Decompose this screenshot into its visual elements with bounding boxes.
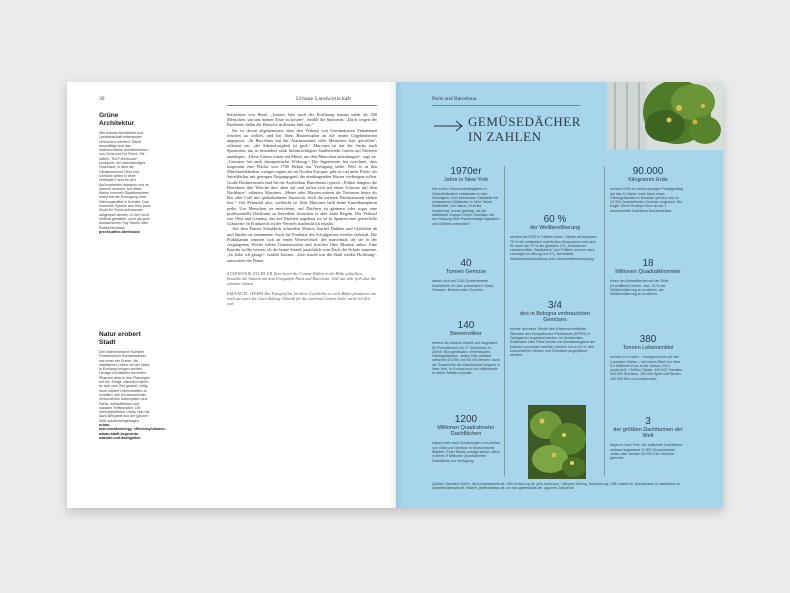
left-page — [67, 82, 396, 508]
rooftop-garden-photo — [607, 82, 723, 150]
stat-text: eines der Anbauflächen auf der Erde (Hochfläche) fehlen, oder 15 % der Weltbevölkerung zu ernähren, die Weltbevölkerung zu ernähren. — [610, 279, 669, 297]
author-note — [227, 271, 377, 286]
article-body — [227, 112, 377, 263]
title-line: GEMÜSEDÄCHER — [468, 114, 581, 129]
stat-140-bienenvoelker — [432, 320, 500, 376]
stat-text: könnte laut einer Studie des Wissenschaftlichen Dienstes des Europäischen Parlaments (EPRS) in Dachgärten angebaut werden. Im Amsterdam, Rotterdam oder Paris könnte ein Gemüseangebot auf Dächern produziert werden, können bis zu 90 % des konsumierten Obstes und Gemüses angepflanzt werden. — [510, 327, 596, 358]
stat-text: eignen sich nach Schätzungen zum Anbau von Obst und Gemüse in Deutschlands Städten. Einer Studie zufolge stehen allein in Berlin 9 Millionen Quadratmeter Dachfläche zur Verfügung. — [432, 441, 500, 463]
stat-number: 1200 — [454, 414, 478, 425]
paragraph: Sie ist davon abgekommen, über den Verkauf von Gemüsekisten Einnahmen erzielen zu wollen, und hat ihren Businessplan an die neuen Gegebenheiten angepasst: „In Barcelona hat der Alarmzustand viele Menschen hart getroffen“, erläutert sie, „die Arbeitslosigkeit ist groß.“ Marcines ist auf der Suche nach Sponsoren, um in besonders stark beeinträchtigten Stadtvierteln Gärten auf Dächern anzulegen. „Diese Gärten wären ein Mittel, um den Menschen aufzufangen“, sagt sie. „Gärtnern hat auch therapeutische Wirkung.“ Die Ingenieurin hat errechnet, dass insgesamt eine Fläche von 1700 Hektar zur Verfügung stehe. Weil es in den Mittelmeerländern weniger regnet als im Norden Europas, gibt es viel mehr Flach- als Satteldächer mit geringen Neigungsgrad, die eindringenden Wasser vorbeugen sollen. Große Dachterrassen sind für die Architektur Barcelonas typisch. „Früher hängten die Bewohner ihre Wäsche dort oben auf und trafen sich auf einen Schwatz mit dem Nachbarn“, erläutert Marcines. „Heute oder Massen nutzen die Terrassen heute als Bar oder Café mit spektakulärem Ausssicht, doch die meisten Dachterrassen ziehen leer.“ Viel Potenzial also, vielleicht ist Alda Marcines bald keine Einzelkämpferin mehr. Um Menschen zu motivieren, auf Dächern zu gärtnern oder sogar eine professionelle Dachfarm zu betreiben, brauchen es aber klare Regeln. Der Verkauf von Obst und Gemüse, das auf Dächern angebaut ist, ist in Spanien eine gesetzliche Grauzone: In Frankreich ist der Vertrieb ausdrücklich erlaubt. — [227, 127, 377, 227]
stat-label: Bienenvölker — [450, 331, 482, 337]
stat-3-dachfarmen — [610, 416, 686, 461]
stat-number: 3 — [645, 416, 651, 427]
sidebar-link[interactable]: urban-hub.com/de/energy_efficiency/urbaner-anbau-stadt-begruente-waende-und-dachgarten — [99, 423, 167, 440]
paragraph: befruchten von Hand. „Letztes Jahr nach der Eröffnung kamen mehr als 200 Menschen, um uns meiner Erste zu kosten“, erzählt die Spanierin. „Doch wegen der Pandemie fielen der Besuche in diesem Jahr aus.“ — [227, 112, 377, 128]
stat-label: der Weltbevölkerung — [529, 225, 581, 231]
stat-number: 90.000 — [632, 166, 664, 177]
magazine-spread — [67, 82, 723, 508]
stat-number: 140 — [457, 320, 475, 331]
stat-label: Kilogramm Erde — [628, 177, 668, 183]
stat-label: des in Bologna verbrauchten Gemüses — [519, 311, 591, 324]
stat-drei-viertel — [510, 300, 600, 357]
page-number: 30 — [99, 96, 105, 102]
stat-number: 18 — [642, 258, 654, 269]
stat-label: Tonnen Lebensmittel — [622, 345, 674, 351]
running-head: Paris und Barcelona — [432, 96, 477, 102]
stat-number: 40 — [460, 258, 472, 269]
stat-label: der größten Dachfarmen der Welt — [613, 427, 683, 440]
column-divider — [504, 166, 505, 476]
arrow-right-icon — [434, 120, 464, 132]
title-line: IN ZAHLEN — [468, 129, 542, 144]
stat-60-prozent — [510, 214, 600, 261]
author-name: STEPHANIE EICHLER — [227, 270, 273, 276]
stat-number: 3/4 — [548, 300, 562, 311]
column-divider — [604, 166, 605, 476]
stat-text: wurden in London – hochgerechnet auf alle Londoner Gärten – mit einem Wert von über 0,5 Millionen Euro in der Saison 2014 produziert: 1 Million Salate, 400.000 Tomaten, 400.000 Kürbisse, 150.000 Äpfel und Birnen, 100.000 Eier und vieles mehr. — [610, 355, 684, 381]
stat-label: Millionen Quadratmeter Dachflächen — [437, 425, 495, 438]
stat-text: wurden 2009 an einem einzigen Freitagmittag auf das 11 Meter hohe Dach eines Fabrikgebäudes in Brooklyn gehievt und so 10.300 Quadratmeter Gemüse angebaut. Die Eagle Street Rooftop Farm ist der 1. kommerzielle Dachfarm Nordamerikas. — [610, 187, 683, 213]
stat-18-millionen — [610, 258, 686, 296]
stat-label: Jahre in New York — [443, 177, 489, 183]
stat-text: werden bis 2030 in Städten leben. Städte verbrauchen 75 % der weltweiten natürlichen Ressourcen und sind für mehr als 70 % der globalen CO₂-Emissionen verantwortlich. Stadtplaner und Politiker suchen nach Lösungen im Bezug auf CO₂-Neutralität, Wasserbewirtschaftung und Lebensmittelversorgung. — [510, 235, 597, 261]
plant-closeup-photo — [528, 405, 586, 479]
header-rule — [432, 105, 580, 106]
stat-text: liegen in New York. Die kultivierte Dachfläche umfasst insgesamt 11.800 Quadratmeter. Jedes Jahr werden 50.000 Kilo Gemüse geerntet. — [610, 443, 683, 461]
sidebar-link[interactable]: precht.at/the-farmhouse — [99, 229, 141, 234]
stat-label: Tonnen Gemüse — [445, 269, 487, 275]
sidebar-body: Wie können Architektur und Landwirtschaft miteinander verbunden werden? Damit beschäftigt sich das österreichische Architekturbüro von Chris und Ful Pecht. Sie haben „The Farmhouse“ konzipiert, ein mehrstöckiges Hochhaus, in dem die Hausbewohner Obst und Gemüse selbst in einer vertikalen Farm an den Außenwänden anbauen und im Inneren wohnen. Auf diese Weise kommen Stadtbewohner direkt mit der Erzeugung ihrer Nahrungsmittel in Kontakt. Das modulare System aus Holz kann Stock für Stock aufeinander aufgesetzt werden. In den nicht Vertikal gestalten, such als grün bewachsenes Tiny House oder Einfamilienhaus. — [99, 131, 151, 230]
stat-text: betreut die Imkerei Wabe9 auf insgesamt 50 Flachdächern an 17 Standorten in Zürich: Bürogebäuden, Wohnbauten, Fabrikgebäuden. Jedes Volk umfasst zwischen 20.000 und 50.000 Bienen. Auch die Geschichte der Dachimkerei begann in New York. In Europa sind nur mittlerweile in vielen Städten populär. — [432, 341, 500, 376]
sidebar-heading: Natur erobert Stadt — [99, 331, 141, 346]
stat-number: 1970er — [450, 166, 482, 177]
article-column — [227, 112, 377, 306]
stat-number: 60 % — [543, 214, 567, 225]
header-rule — [227, 105, 377, 106]
paragraph: Auf dem Pariser Schuldach schneiden Marion Journet Dahlien und Gladiolen ab und binden sie zusammen. Auch die Produkte des Schulgartens werden verkauft. Die Praktikantin erinnert sich an einen Wortwechsel, der manchmal, als sie in der vergangenen Woche neben Gemüsesetzen und frischen Obst Blumen anbot. Eine Kundin wollte wissen, ob der bunte Strauß tatsächlich vom Dach der Schule stammte. „Ja, habe ich gesagt“, erzählt Journet. „Jetzt macht mir die Stadt wieder Hoffnung“, antwortete die Dame. — [227, 226, 377, 263]
photographer-name: EMANUEL HERM — [227, 290, 264, 296]
stat-1970s — [432, 166, 500, 226]
stat-40-tonnen — [432, 258, 500, 292]
infographic-title — [468, 114, 581, 144]
author-text: Kurz bevor die Corona-Zahlen in die Höhe schnellten, besuchte die Autorin mit dem Fotografen Paris und Barcelona. Und war sehr froh über die schönen Gärten. — [227, 270, 377, 286]
stat-1200 — [432, 414, 500, 463]
photographer-note — [227, 291, 377, 306]
sidebar-green-architecture — [99, 112, 151, 234]
right-page — [396, 82, 723, 508]
stat-90000-kg — [610, 166, 686, 213]
sidebar-heading: Grüne Architektur — [99, 112, 135, 127]
stat-text: Die ersten Gemeinschaftsgärten in Industrieländern entstanden in den Siebzigern: Dort bewohnten Stadtteile mit verlassenen Gebäuden in New Yorker Stadtmitte. Der Name „Guerilla Gardening“ wurde geprägt, als die städtische Gruppe Green Guerillas, bei der Nutzung über Pachtverträge legalisiert und Gärtner unterstützt. — [432, 187, 500, 226]
photographer-text: Der Fotograf hat für diese Geschichte so viele Bilder produziert wie noch nie zuvor für einen Auftrag. Obwohl für die einzelnen Gärten leider nicht viel Zeit war. — [227, 290, 377, 306]
stat-380-tonnen — [610, 334, 686, 381]
sources-note: Quellen: Dachfarm Berlin, die-honigmacherin.de, GMI, lexikon-sg.de, grün-hans.com, Lüllmann Zeitung, holzhaus.org, GMI, wabe9.ch, spielraeume.ch, stadtbiene.ch, umweltbundesamt.de, Wabe9, greenwaldbau.de, wir-von-gartenschau.de, ugs-freie Zukunft.de — [432, 482, 681, 490]
stat-text: lassen sich auf 1000 Quadratmeter Dachfläche im Jahr produzieren: Salat, Tomaten, Bohnen oder Zucchini. — [432, 279, 494, 292]
stat-label: Millionen Quadratkilometer — [615, 269, 681, 275]
stat-number: 380 — [639, 334, 657, 345]
running-head: Urbane Landwirtschaft — [296, 96, 352, 102]
sidebar-nature-conquers-city — [99, 331, 167, 440]
sidebar-body: Der österreichische Künstler Friedensreich Hundertwasser war einer der Ersten, die städtisches Leben mit der Natur in Einklang bringen wollten. Heutige Architekten beziehen Pflanzen aktiv in ihre Planungen mit ein. Einige Visionäre haben es sich zum Ziel gesetzt, völlig neue urbane Lebenswelten zu schaffen, wie ein wimmelnder verbundenes Dachsystem aus Parks, Anbauflächen und sozialen Treffpunkten. Die Internetplattform Urban Hub hat dazu Beispiele aus der ganzen Welt zusammengetragen. — [99, 350, 151, 423]
